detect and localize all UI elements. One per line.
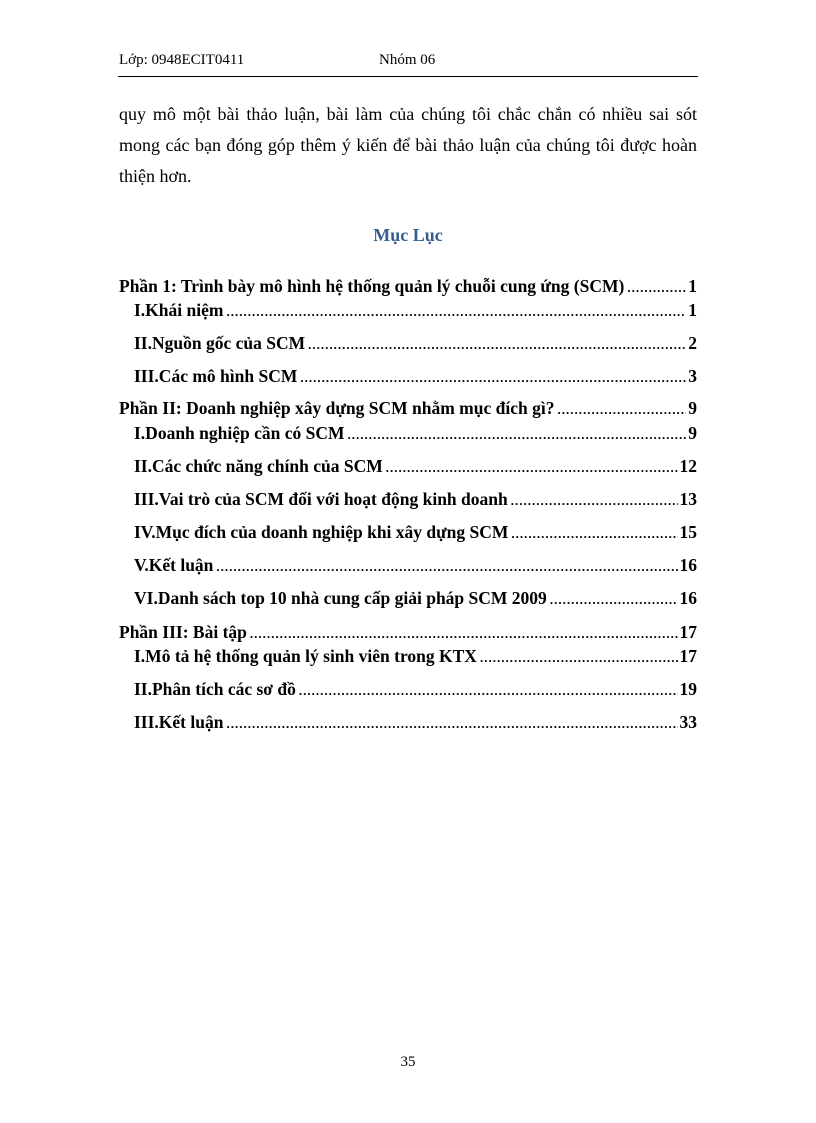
class-label: Lớp: 0948ECIT0411: [119, 52, 245, 68]
toc-entry-page: 33: [679, 712, 697, 732]
toc-entry-label: III.Kết luận: [134, 712, 224, 732]
toc-entry-label: III.Các mô hình SCM: [134, 366, 298, 386]
group-label: Nhóm 06: [379, 52, 436, 68]
toc-entry[interactable]: [134, 646, 697, 670]
toc-dot-leader: [554, 402, 686, 418]
toc-entry-page: 15: [679, 522, 697, 542]
toc-entry-label: Phần III: Bài tập: [119, 622, 247, 642]
toc-entry[interactable]: [134, 366, 697, 390]
header-divider: [118, 76, 698, 77]
toc-entry-label: I.Mô tả hệ thống quản lý sinh viên trong KTX: [134, 646, 477, 666]
toc-entry-page: 9: [688, 398, 697, 418]
toc-dot-leader: [383, 460, 678, 476]
toc-entry-page: 3: [688, 366, 697, 386]
toc-dot-leader: [213, 559, 677, 575]
toc-dot-leader: [477, 650, 678, 666]
intro-paragraph: quy mô một bài thảo luận, bài làm của chúng tôi chắc chắn có nhiều sai sót mong các bạn đóng góp thêm ý kiến để bài thảo luận của chúng tôi được hoàn thiện hơn.: [119, 104, 697, 186]
toc-entry[interactable]: [134, 333, 697, 357]
toc-entry-page: 19: [679, 679, 697, 699]
toc-entry-page: 12: [679, 456, 697, 476]
toc-entry[interactable]: [134, 423, 697, 447]
toc-entry-label: II.Nguồn gốc của SCM: [134, 333, 306, 353]
toc-entry[interactable]: [134, 456, 697, 480]
toc-entry-page: 1: [688, 300, 697, 320]
toc-entry-label: I.Khái niệm: [134, 300, 224, 320]
toc-entry-page: 13: [679, 489, 697, 509]
toc-entry-label: III.Vai trò của SCM đối với hoạt động kinh doanh: [134, 489, 508, 509]
toc-dot-leader: [305, 337, 686, 353]
toc-entry-label: Phần 1: Trình bày mô hình hệ thống quản lý chuỗi cung ứng (SCM): [119, 276, 625, 296]
toc-entry-page: 9: [688, 423, 697, 443]
toc-entry[interactable]: [134, 489, 697, 513]
toc-entry[interactable]: [134, 679, 697, 703]
page-number: 35: [400, 1054, 416, 1070]
toc-entry[interactable]: [119, 622, 697, 646]
toc-entry[interactable]: [134, 522, 697, 546]
toc-entry-label: IV.Mục đích của doanh nghiệp khi xây dựng SCM: [134, 522, 509, 542]
toc-dot-leader: [247, 626, 678, 642]
toc-dot-leader: [508, 493, 678, 509]
toc-entry[interactable]: [134, 712, 697, 736]
page-header: [119, 52, 699, 76]
toc-entry-page: 17: [679, 622, 697, 642]
toc-dot-leader: [624, 280, 686, 296]
toc-dot-leader: [223, 304, 686, 320]
toc-dot-leader: [345, 427, 687, 443]
toc-dot-leader: [296, 683, 678, 699]
toc-entry[interactable]: [134, 588, 697, 612]
toc-dot-leader: [297, 370, 686, 386]
toc-entry[interactable]: [119, 398, 697, 422]
toc-entry-page: 16: [679, 588, 697, 608]
toc-entry-label: II.Phân tích các sơ đồ: [134, 679, 296, 699]
toc-entry-page: 17: [679, 646, 697, 666]
toc-entry-label: II.Các chức năng chính của SCM: [134, 456, 383, 476]
toc-entry-label: I.Doanh nghiệp cần có SCM: [134, 423, 345, 443]
toc-dot-leader: [547, 592, 678, 608]
toc-entry-page: 2: [688, 333, 697, 353]
toc-title: Mục Lục: [373, 225, 443, 245]
toc-entry[interactable]: [119, 276, 697, 300]
toc-entry-page: 16: [679, 555, 697, 575]
toc-entry-page: 1: [688, 276, 697, 296]
toc-dot-leader: [223, 716, 677, 732]
toc-entry[interactable]: [134, 555, 697, 579]
toc-entry-label: VI.Danh sách top 10 nhà cung cấp giải pháp SCM 2009: [134, 588, 547, 608]
toc-dot-leader: [508, 526, 677, 542]
toc-entry-label: V.Kết luận: [134, 555, 214, 575]
toc-entry-label: Phần II: Doanh nghiệp xây dựng SCM nhằm mục đích gì?: [119, 398, 555, 418]
toc-entry[interactable]: [134, 300, 697, 324]
